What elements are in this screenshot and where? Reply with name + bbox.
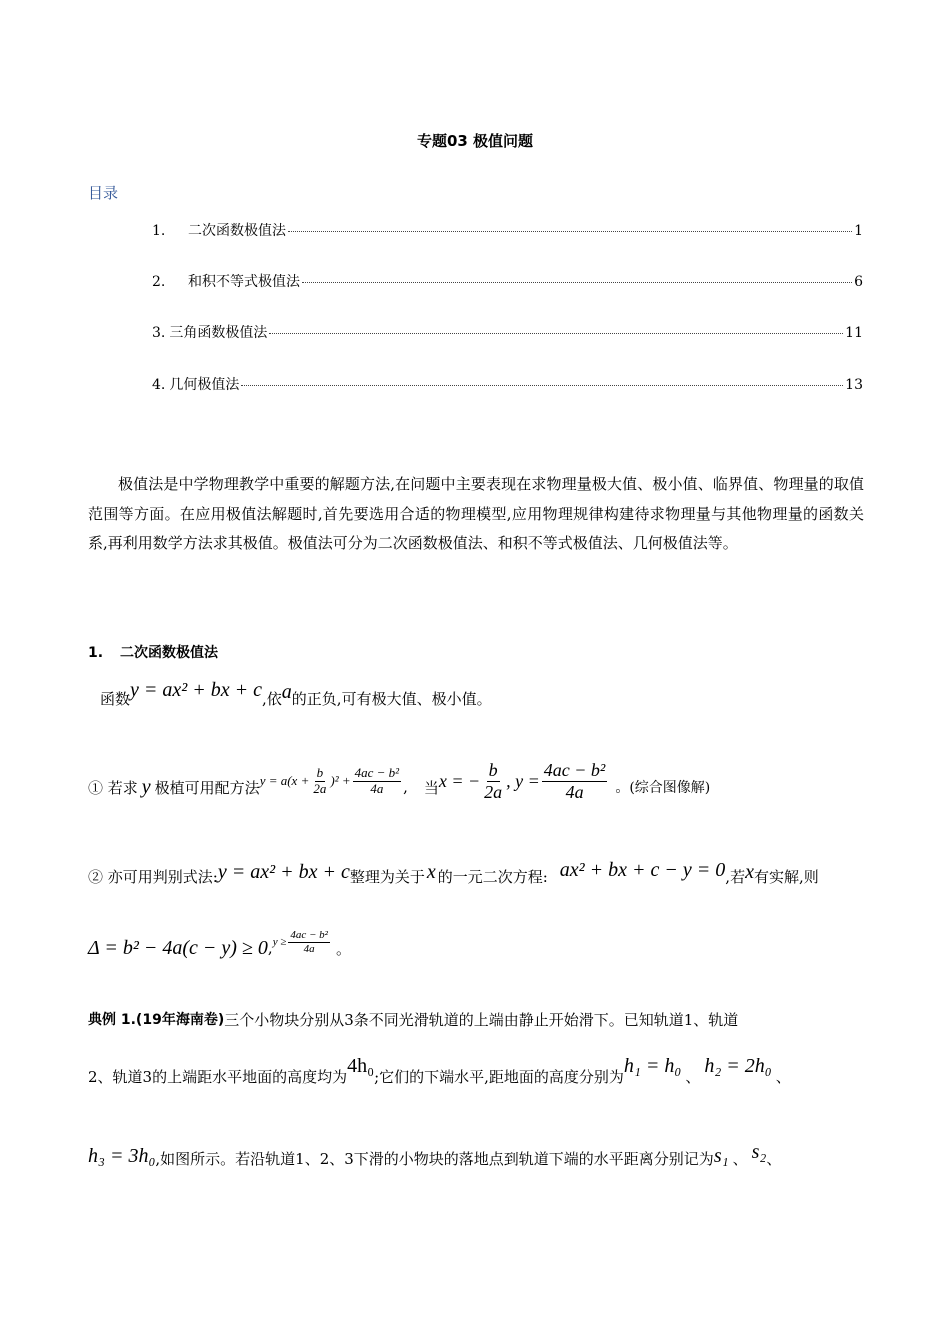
- text: 函数: [100, 689, 131, 708]
- fraction: [482, 760, 504, 802]
- example-line-3: [88, 1138, 781, 1178]
- text: 2、轨道3的上端距水平地面的高度均为: [88, 1067, 348, 1086]
- eq-part: y = a(x +: [259, 773, 310, 788]
- method-discriminant: [88, 856, 864, 896]
- text: 、: [775, 1067, 791, 1086]
- toc-entry-page: 1: [854, 223, 863, 239]
- intro-paragraph: 极值法是中学物理教学中重要的解题方法,在问题中主要表现在求物理量极大值、极小值、临界值、物理量的取值范围等方面。在应用极值法解题时,首先要选用合适的物理模型,应用物理规律构建待求物理量与其他物理量的函数关系,再利用数学方法求其极值。极值法可分为二次函数极值法、和积不等式极值法、几何极值法等。: [88, 475, 864, 552]
- text: ;它们的下端水平,距地面的高度分别为: [374, 1067, 624, 1086]
- text: 整理为关于: [349, 867, 425, 886]
- numerator: b: [316, 764, 324, 780]
- equation: Δ = b² − 4a(c − y) ≥ 0: [88, 936, 268, 959]
- toc-entry-page: 11: [845, 325, 863, 341]
- example-line-1: [88, 1008, 738, 1030]
- toc-entry-number: 3.: [152, 325, 166, 341]
- toc-entry-label: 二次函数极值法: [188, 223, 286, 239]
- text: 极植可用配方法: [154, 778, 260, 797]
- equation: ax² + bx + c − y = 0: [559, 858, 726, 881]
- fraction: [542, 760, 608, 802]
- fraction: [311, 766, 328, 797]
- fraction: [288, 929, 330, 955]
- denominator: 4a: [370, 780, 384, 796]
- y-bound: [273, 929, 332, 955]
- equation: y = ax² + bx + c: [217, 860, 350, 883]
- toc-entry-number: 4.: [152, 377, 166, 393]
- eq-part: x = −: [438, 770, 481, 791]
- equation: h₂ = 2h₀: [704, 1054, 772, 1077]
- text: ,依: [262, 689, 282, 708]
- text: ① 若求: [88, 778, 138, 797]
- section-heading: [88, 642, 218, 662]
- text: 。(综合图像解): [615, 780, 711, 796]
- text: 有实解,则: [753, 867, 819, 886]
- x-solution: [439, 760, 609, 802]
- toc-entry-4[interactable]: [152, 374, 863, 394]
- text: 、: [732, 1149, 748, 1168]
- text: ,若: [725, 867, 746, 886]
- numerator: 4ac − b²: [543, 759, 606, 780]
- toc-leader: [269, 333, 843, 334]
- numerator: b: [488, 759, 498, 780]
- toc-entry-3[interactable]: [152, 322, 863, 342]
- math-var: x: [426, 860, 436, 883]
- toc-entry-number: 2.: [152, 274, 166, 290]
- toc-entry-label: 和积不等式极值法: [188, 274, 300, 290]
- toc-entry-1[interactable]: [152, 220, 863, 240]
- equation: 4h₀: [347, 1054, 375, 1077]
- function-definition: [100, 678, 492, 718]
- math-var: y: [141, 775, 151, 798]
- section-title: 二次函数极值法: [120, 645, 218, 661]
- toc-entry-page: 6: [854, 274, 863, 290]
- toc-entry-label: 几何极值法: [169, 377, 240, 393]
- example-line-2: [88, 1056, 791, 1096]
- math-var: s₂: [751, 1140, 767, 1163]
- toc-leader: [241, 385, 843, 386]
- page-title: 专题03 极值问题: [416, 132, 534, 150]
- numerator: 4ac − b²: [290, 928, 328, 941]
- text: 、: [685, 1067, 701, 1086]
- denominator: 4a: [303, 942, 315, 955]
- denominator: 4a: [565, 781, 584, 802]
- equation: h₃ = 3h₀: [88, 1144, 156, 1167]
- text: ,: [267, 939, 273, 957]
- toc-entry-2[interactable]: [152, 271, 863, 291]
- eq-part: y ≥: [272, 936, 287, 948]
- text: 的一元二次方程:: [437, 867, 548, 886]
- text: 当: [423, 778, 439, 797]
- method-completing-square: [88, 752, 710, 822]
- text: 三个小物块分别从3条不同光滑轨道的上端由静止开始滑下。已知轨道1、轨道: [224, 1010, 739, 1029]
- denominator: 2a: [313, 780, 327, 796]
- text: 、: [766, 1149, 782, 1168]
- math-var: x: [745, 860, 754, 883]
- toc-heading[interactable]: 目录: [88, 184, 119, 202]
- eq-part: )² +: [330, 773, 351, 788]
- discriminant-condition: [88, 928, 351, 968]
- toc-entry-label: 三角函数极值法: [169, 325, 268, 341]
- toc-leader: [288, 231, 852, 232]
- example-label: 典例 1.(19年海南卷): [88, 1012, 225, 1028]
- vertex-form: [260, 766, 403, 797]
- text: ,如图所示。若沿轨道1、2、3下滑的小物块的落地点到轨道下端的水平距离分别记为: [155, 1149, 714, 1168]
- equation: y = ax² + bx + c: [130, 678, 263, 701]
- equation: h₁ = h₀: [623, 1054, 682, 1077]
- numerator: 4ac − b²: [354, 764, 400, 780]
- toc-leader: [302, 282, 852, 283]
- text: 。: [335, 939, 351, 958]
- section-number: 1.: [88, 645, 104, 661]
- text: 的正负,可有极大值、极小值。: [291, 689, 492, 708]
- text: ② 亦可用判别式法:: [88, 867, 218, 886]
- denominator: 2a: [484, 781, 503, 802]
- toc-entry-number: 1.: [152, 223, 166, 239]
- toc-entry-page: 13: [845, 377, 863, 393]
- math-var: s₁: [713, 1144, 729, 1167]
- fraction: [353, 766, 401, 797]
- math-var: a: [281, 680, 292, 703]
- eq-part: , y =: [506, 770, 540, 791]
- text: ,: [403, 778, 408, 796]
